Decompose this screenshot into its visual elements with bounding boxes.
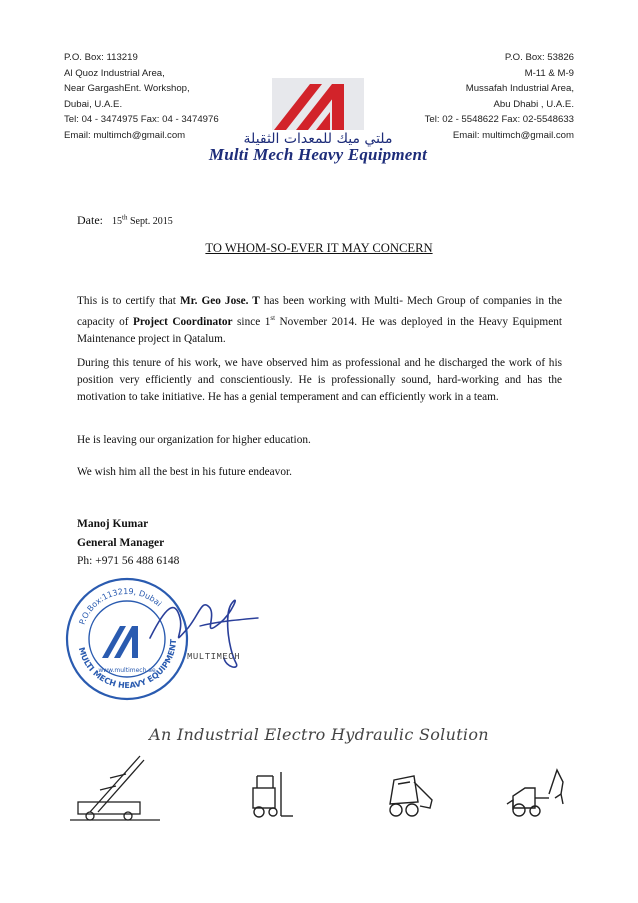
logo-mark-icon xyxy=(268,74,368,134)
date-label: Date: xyxy=(77,213,103,227)
body-paragraph-3: He is leaving our organization for higher education. xyxy=(77,434,311,446)
svg-text:MULTI MECH HEAVY EQUIPMENT: MULTI MECH HEAVY EQUIPMENT xyxy=(76,638,179,691)
company-name: Multi Mech Heavy Equipment xyxy=(208,145,428,164)
address-line: M-11 & M-9 xyxy=(524,67,574,79)
handwritten-signature xyxy=(140,578,270,678)
signatory-block xyxy=(77,515,179,571)
backhoe-loader-icon xyxy=(505,764,567,820)
footer-tagline: An Industrial Electro Hydraulic Solution xyxy=(149,725,489,744)
employee-role: Project Coordinator xyxy=(132,315,233,328)
address-line: Mussafah Industrial Area, xyxy=(465,83,574,95)
svg-text:P.O.Box:113219, Dubai: P.O.Box:113219, Dubai xyxy=(77,586,164,626)
address-line: Dubai, U.A.E. xyxy=(64,98,123,110)
stamp-label: MULTIMECH xyxy=(187,652,241,662)
phone-fax-line: Tel: 04 - 3474975 Fax: 04 - 3474976 xyxy=(64,114,219,126)
address-line: Al Quoz Industrial Area, xyxy=(64,67,165,79)
body-paragraph-1: This is to certify that Mr. Geo Jose. T has been working with Multi- Mech Group of companies in the capacity of Project Coordinator since 1st November 2014. He was deployed in the Heavy Equipment Maintenance project in Qatalum. xyxy=(77,295,563,345)
skid-steer-loader-icon xyxy=(380,772,438,818)
letter-subject: TO WHOM-SO-EVER IT MAY CONCERN xyxy=(205,241,433,255)
address-line: Near GargashEnt. Workshop, xyxy=(64,83,190,95)
signatory-name: Manoj Kumar xyxy=(77,518,149,530)
signatory-title: General Manager xyxy=(77,536,165,549)
address-line: Abu Dhabi , U.A.E. xyxy=(493,98,574,110)
drill-rig-icon xyxy=(70,750,160,822)
phone-fax-line: Tel: 02 - 5548622 Fax: 02-5548633 xyxy=(424,114,574,126)
address-line: P.O. Box: 113219 xyxy=(64,52,138,63)
email-line: Email: multimch@gmail.com xyxy=(452,129,574,141)
svg-text:www.multimech.ae: www.multimech.ae xyxy=(98,667,156,674)
date-value: 15th Sept. 2015 xyxy=(112,213,173,227)
body-paragraph-4: We wish him all the best in his future endeavor. xyxy=(77,466,292,478)
forklift-icon xyxy=(243,770,295,822)
signatory-phone: Ph: +971 56 488 6148 xyxy=(77,555,180,567)
body-paragraph-2: During this tenure of his work, we have observed him as professional and he discharged the work of his position very efficiently and conscientiously. He is professionally sound, hard-working and has the motivation to take initiative. He has a genial temperament and can efficiently work in a team. xyxy=(77,357,562,403)
employee-name: Mr. Geo Jose. T xyxy=(179,295,260,307)
email-line: Email: multimch@gmail.com xyxy=(64,129,186,141)
date-line xyxy=(77,213,173,228)
company-logo xyxy=(178,74,458,164)
company-name-arabic: ملتي ميك للمعدات الثقيلة xyxy=(243,131,393,147)
address-line: P.O. Box: 53826 xyxy=(504,52,574,63)
